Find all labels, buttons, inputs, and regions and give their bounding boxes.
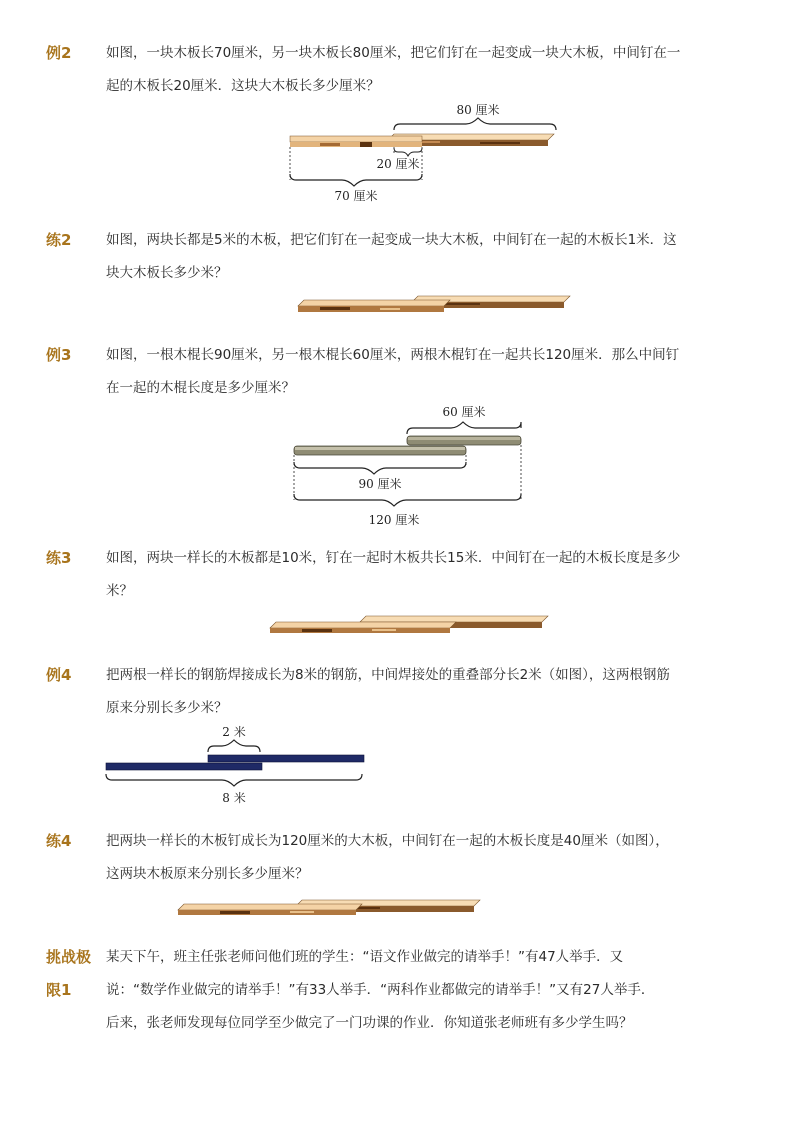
problem-text-ex3 bbox=[106, 339, 718, 405]
figure-top-label: 2 米 bbox=[222, 725, 246, 739]
problem-label-challenge bbox=[46, 941, 106, 1007]
text-line: 把两根一样长的钢筋焊接成长为8米的钢筋，中间焊接处的重叠部分长2米（如图），这两根钢筋 bbox=[106, 667, 670, 683]
stick-left bbox=[294, 446, 466, 455]
text-line: 起的木板长20厘米．这块大木板长多少厘米？ bbox=[106, 78, 380, 94]
brace-bottom bbox=[294, 494, 521, 506]
text-line: 块大木板长多少米？ bbox=[106, 265, 228, 281]
text-line: 把两块一样长的木板钉成长为120厘米的大木板，中间钉在一起的木板长度是40厘米（如图）， bbox=[106, 833, 669, 849]
problem-text-ex4 bbox=[106, 659, 718, 725]
board-left bbox=[290, 136, 422, 147]
brace-bottom bbox=[106, 774, 362, 786]
text-line: 说：“数学作业做完的请举手！”有33人举手．“两科作业都做完的请举手！”又有27人举手． bbox=[106, 982, 655, 998]
text-line: 在一起的木棍长度是多少厘米？ bbox=[106, 380, 295, 396]
board-left bbox=[298, 300, 450, 312]
rebar-left bbox=[106, 763, 262, 770]
text-line: 如图，一块木板长70厘米，另一块木板长80厘米，把它们钉在一起变成一块大木板，中间钉在一 bbox=[106, 45, 681, 61]
figure-bottom-label: 70 厘米 bbox=[334, 189, 378, 203]
label-line: 挑战极 bbox=[46, 948, 92, 966]
figure-ex3 bbox=[282, 400, 532, 528]
figure-top-label: 80 厘米 bbox=[456, 103, 500, 117]
label-line: 限1 bbox=[46, 981, 72, 999]
figure-pr4 bbox=[170, 894, 490, 924]
problem-text-pr4 bbox=[106, 825, 718, 891]
text-line: 如图，两块一样长的木板都是10米，钉在一起时木板共长15米．中间钉在一起的木板长度是多少 bbox=[106, 550, 681, 566]
figure-ex4 bbox=[100, 720, 380, 812]
problem-label-ex2: 例2 bbox=[46, 44, 72, 62]
problem-text-pr3 bbox=[106, 542, 718, 608]
brace-mid bbox=[294, 462, 466, 474]
text-line: 如图，两块长都是5米的木板，把它们钉在一起变成一块大木板，中间钉在一起的木板长1米．这 bbox=[106, 232, 677, 248]
figure-bottom-label: 8 米 bbox=[222, 791, 246, 805]
problem-text-ex2 bbox=[106, 37, 718, 103]
figure-top-label: 60 厘米 bbox=[442, 405, 486, 419]
brace-mid bbox=[394, 148, 422, 156]
problem-label-pr4: 练4 bbox=[46, 832, 72, 850]
brace-top bbox=[394, 118, 556, 130]
problem-label-pr2: 练2 bbox=[46, 231, 72, 249]
text-line: 后来，张老师发现每位同学至少做完了一门功课的作业．你知道张老师班有多少学生吗？ bbox=[106, 1015, 633, 1031]
problem-text-challenge bbox=[106, 941, 718, 1040]
figure-pr3 bbox=[262, 610, 562, 640]
figure-mid-label: 20 厘米 bbox=[376, 157, 420, 171]
problem-label-ex3: 例3 bbox=[46, 346, 72, 364]
text-line: 这两块木板原来分别长多少厘米？ bbox=[106, 866, 309, 882]
board-left bbox=[178, 904, 362, 915]
problem-text-pr2 bbox=[106, 224, 718, 290]
rebar-right bbox=[208, 755, 364, 762]
text-line: 原来分别长多少米？ bbox=[106, 700, 228, 716]
brace-top bbox=[208, 740, 260, 752]
text-line: 如图，一根木棍长90厘米，另一根木棍长60厘米，两根木棍钉在一起共长120厘米．那么中间钉 bbox=[106, 347, 680, 363]
problem-label-ex4: 例4 bbox=[46, 666, 72, 684]
problem-label-pr3: 练3 bbox=[46, 549, 72, 567]
figure-ex2 bbox=[280, 96, 570, 208]
stick-right bbox=[407, 436, 521, 445]
figure-bottom-label: 120 厘米 bbox=[368, 513, 420, 527]
figure-mid-label: 90 厘米 bbox=[358, 477, 402, 491]
board-left bbox=[270, 622, 456, 633]
text-line: 某天下午，班主任张老师问他们班的学生：“语文作业做完的请举手！”有47人举手．又 bbox=[106, 949, 624, 965]
brace-top bbox=[407, 422, 521, 434]
figure-pr2 bbox=[290, 290, 580, 320]
brace-bottom bbox=[290, 174, 422, 186]
text-line: 米？ bbox=[106, 583, 133, 599]
